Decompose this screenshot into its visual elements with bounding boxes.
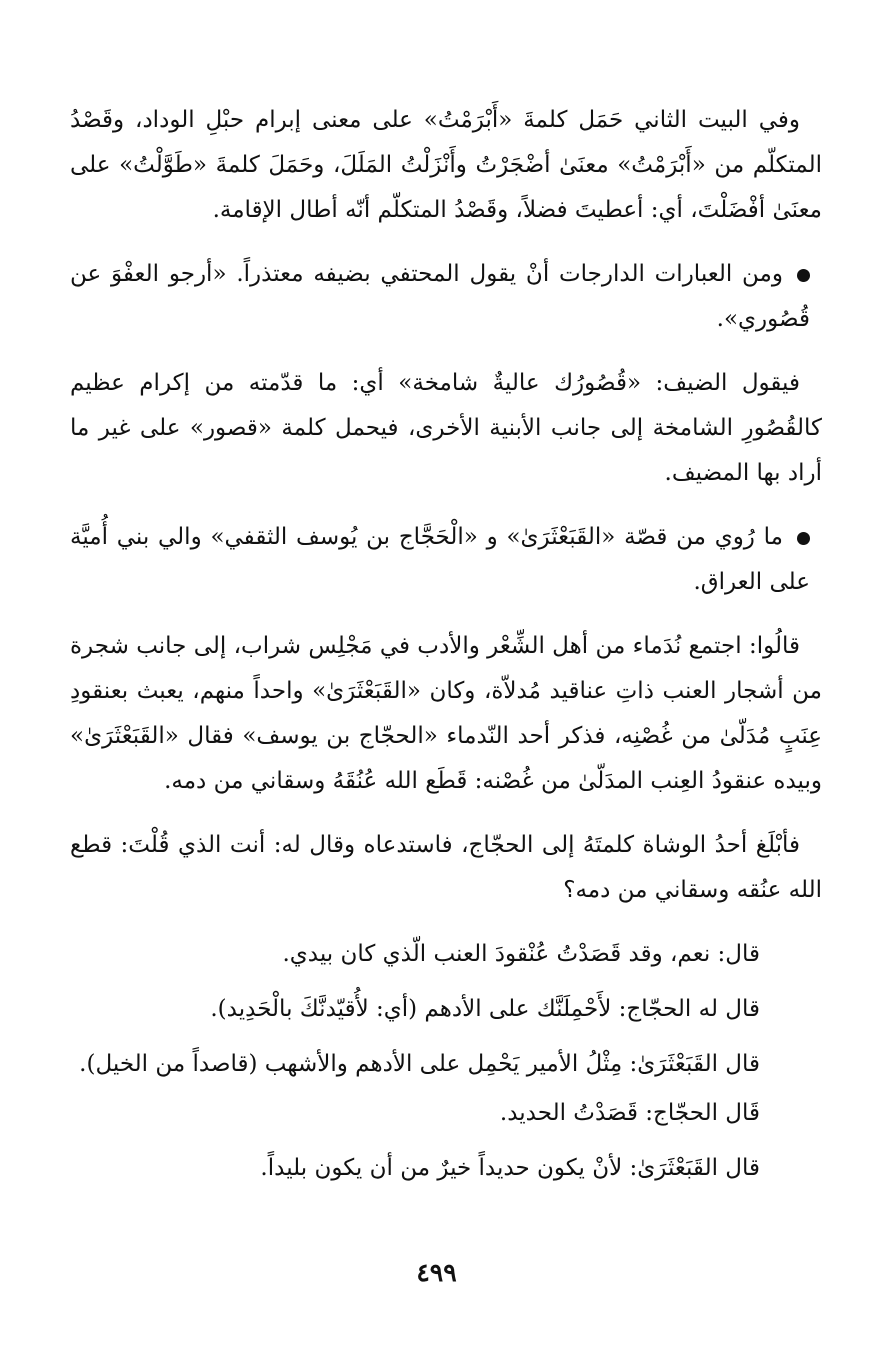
bullet-item-text: ما رُوي من قصّة «القَبَعْثَرَىٰ» و «الْحَجَّاج بن يُوسف الثقفي» والي بني أُميَّة على العراق. — [70, 524, 810, 595]
page-body — [70, 98, 822, 1201]
bullet-item-text: ومن العبارات الدارجات أنْ يقول المحتفي بضيفه معتذراً. «أرجو العفْوَ عن قُصُوري». — [70, 261, 810, 332]
bullet-icon — [797, 269, 810, 282]
dialogue-line: قال القَبَعْثَرَىٰ: مِثْلُ الأمير يَحْمِل على الأدهم والأشهب (قاصداً من الخيل). — [79, 1051, 760, 1077]
paragraph-verse-explanation: وفي البيت الثاني حَمَل كلمةَ «أَبْرَمْتُ» على معنى إبرام حبْلِ الوداد، وقَصْدُ المتكلّم من «أَبْرَمْتُ» معنَىٰ أضْجَرْتُ وأَنْزَلْتُ المَلَلَ، وحَمَلَ كلمةَ «طَوَّلْتُ» على معنَىٰ أفْضَلْتَ، أي: أعطيتَ فضلاً، وقَصْدُ المتكلّم أنّه أطال الإقامة. — [70, 107, 822, 223]
page-number: ٤٩٩ — [416, 1258, 457, 1287]
bullet-item-story-intro — [70, 515, 822, 605]
bullet-item-apology-phrase — [70, 252, 822, 342]
paragraph-story: قالُوا: اجتمع نُدَماء من أهل الشِّعْر والأدب في مَجْلِس شراب، إلى جانب شجرة من أشجار العنب ذاتِ عناقيد مُدلاّة، وكان «القَبَعْثَرَىٰ» واحداً منهم، يعبث بعنقودِ عِنَبٍ مُدَلّىٰ من غُصْنِه، فذكر أحد النّدماء «الحجّاج بن يوسف» فقال «القَبَعْثَرَىٰ» وبيده عنقودُ العِنب المدَلّىٰ من غُصْنه: قَطَع الله عُنُقَهُ وسقاني من دمه. — [70, 633, 822, 794]
paragraph-summons: فأبْلَغ أحدُ الوشاة كلمتَهُ إلى الحجّاج، فاستدعاه وقال له: أنت الذي قُلْتَ: قطع الله عنُقه وسقاني من دمه؟ — [70, 832, 822, 903]
paragraph-guest-reply: فيقول الضيف: «قُصُورُك عاليةٌ شامخة» أي: ما قدّمته من إكرام عظيم كالقُصُورِ الشامخة إلى جانب الأبنية الأخرى، فيحمل كلمة «قصور» على غير ما أراد بها المضيف. — [70, 370, 822, 486]
bullet-icon — [797, 532, 810, 545]
dialogue-line: قَال الحجّاج: قَصَدْتُ الحديد. — [499, 1100, 760, 1126]
dialogue-line: قال القَبَعْثَرَىٰ: لأنْ يكون حديداً خيرٌ من أن يكون بليداً. — [260, 1155, 760, 1181]
dialogue-line: قال له الحجّاج: لأَحْمِلَنَّك على الأدهم (أي: لأُقيّدنَّكَ بالْحَدِيد). — [210, 996, 760, 1022]
dialogue-line: قال: نعم، وقد قَصَدْتُ عُنْقودَ العنب الّذي كان بيدي. — [282, 941, 760, 967]
